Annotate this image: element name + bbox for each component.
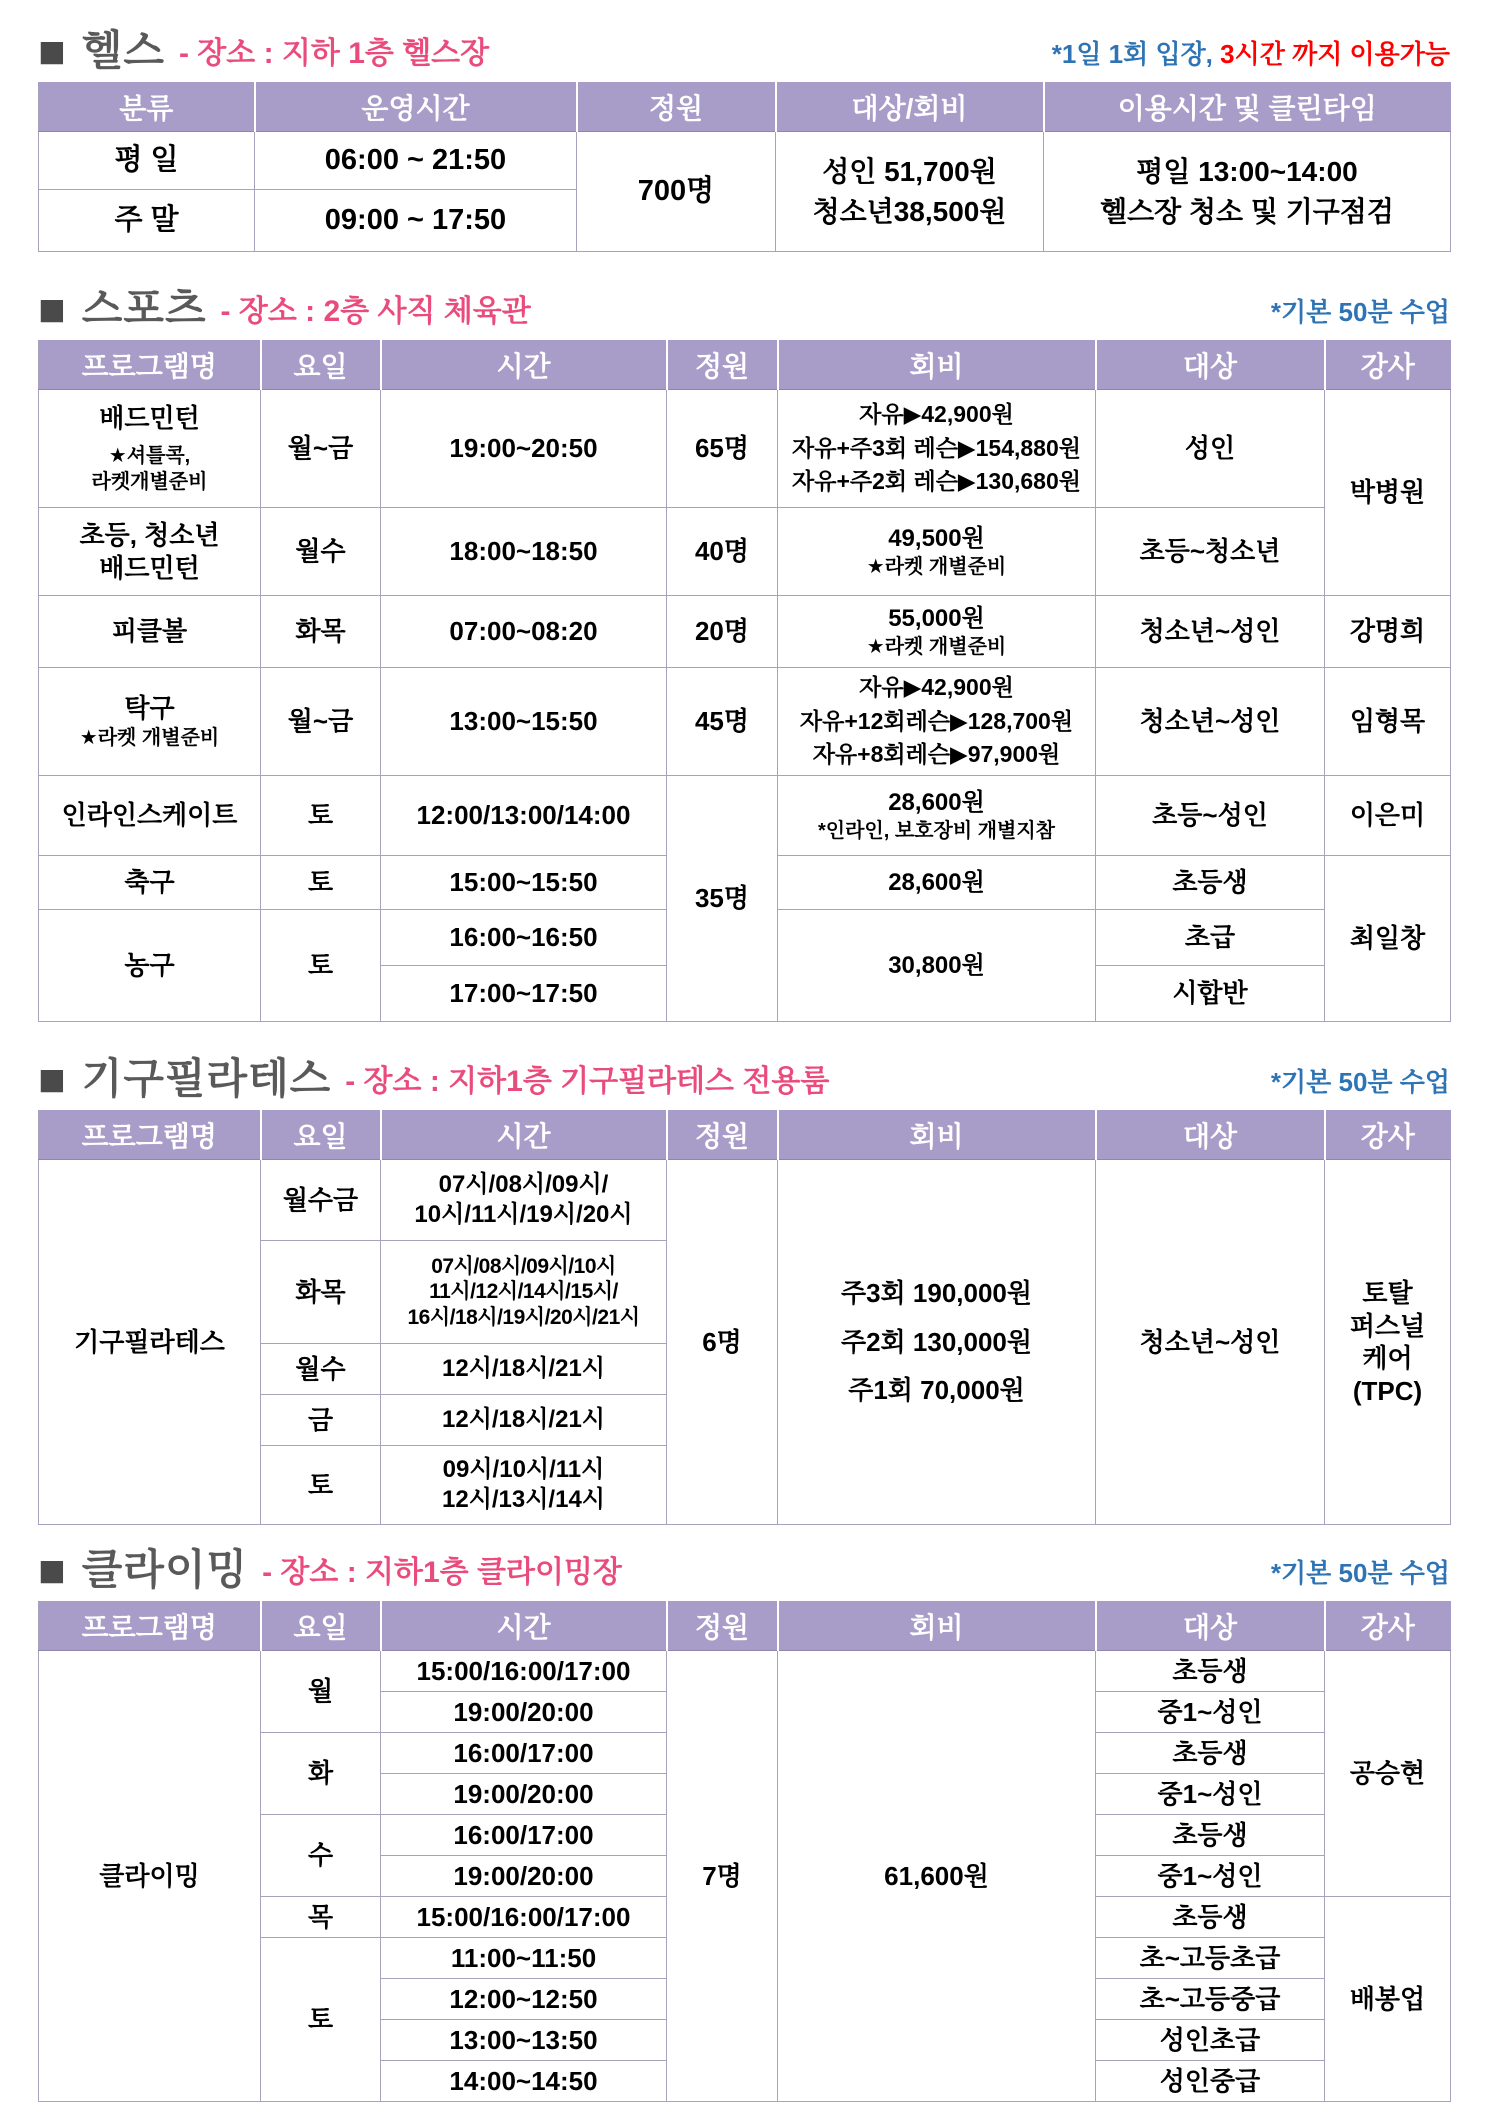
- time-line: 07시/08시/09시/10시: [431, 1254, 616, 1278]
- cell-time: [381, 1446, 667, 1525]
- row-pickleball: [39, 596, 1451, 668]
- col-header-fee: 회비: [778, 1602, 1096, 1651]
- cell-target: 초등생: [1096, 1651, 1325, 1692]
- section-climbing: [38, 1543, 1450, 2102]
- cell-day: 토: [261, 776, 381, 856]
- coach-line: 케어: [1362, 1343, 1413, 1373]
- fee-line: 28,600원: [888, 788, 985, 816]
- cell-capacity: 20명: [667, 596, 778, 668]
- section-sports-header: [38, 282, 1450, 335]
- cell-coach: 강명희: [1325, 596, 1451, 668]
- cell-target: 시합반: [1096, 966, 1325, 1022]
- col-header-time: 시간: [381, 341, 667, 390]
- section-bullet-icon: ■: [38, 1052, 66, 1105]
- cell-coach: 이은미: [1325, 776, 1451, 856]
- row-table-tennis: [39, 668, 1451, 776]
- cell-day: 토: [261, 910, 381, 1022]
- section-note: [1052, 41, 1450, 72]
- section-note: *기본 50분 수업: [1270, 297, 1450, 327]
- col-header-coach: 강사: [1325, 1111, 1451, 1160]
- pilates-table: [38, 1110, 1451, 1525]
- cell-day: 월~금: [261, 390, 381, 508]
- cell-time: 14:00~14:50: [381, 2061, 667, 2102]
- cell-fee: [778, 596, 1096, 668]
- col-header-fee: 회비: [778, 1111, 1096, 1160]
- health-header-row: [39, 83, 1451, 132]
- section-sports: [38, 282, 1450, 1022]
- fee-line: 55,000원: [888, 604, 985, 632]
- cell-day: 수: [261, 1815, 381, 1897]
- coach-line: 퍼스널: [1349, 1310, 1426, 1341]
- cell-day: 월~금: [261, 668, 381, 776]
- cell-fee: 28,600원: [778, 856, 1096, 910]
- cell-fee: [778, 508, 1096, 596]
- cell-cleantime: [1044, 132, 1451, 252]
- cell-program: [39, 508, 261, 596]
- cell-time: 16:00/17:00: [381, 1815, 667, 1856]
- cell-fee: 61,600원: [778, 1651, 1096, 2102]
- col-header-capacity: 정원: [577, 83, 776, 132]
- row-inline-skate: [39, 776, 1451, 856]
- cell-time: 12시/18시/21시: [381, 1395, 667, 1446]
- cell-day: 화목: [261, 596, 381, 668]
- coach-line: (TPC): [1352, 1375, 1423, 1406]
- col-header-capacity: 정원: [667, 1111, 778, 1160]
- col-header-target: 대상: [1096, 1111, 1325, 1160]
- cell-program: 피클볼: [39, 596, 261, 668]
- cell-program: 축구: [39, 856, 261, 910]
- fee-line: 주3회 190,000원: [840, 1278, 1032, 1309]
- section-health: [38, 24, 1450, 252]
- row-climbing: [39, 1651, 1451, 1692]
- col-header-day: 요일: [261, 341, 381, 390]
- cell-target: 초~고등초급: [1096, 1938, 1325, 1979]
- program-note: 라켓개별준비: [91, 470, 208, 493]
- col-header-day: 요일: [261, 1602, 381, 1651]
- cell-fee: [778, 390, 1096, 508]
- cell-time: 12시/18시/21시: [381, 1344, 667, 1395]
- cell-target: 초등생: [1096, 856, 1325, 910]
- cell-fee: [778, 776, 1096, 856]
- section-bullet-icon: ■: [38, 1543, 66, 1596]
- cell-program: 클라이밍: [39, 1651, 261, 2102]
- section-location: - 장소 : 지하 1층 헬스장: [178, 37, 490, 70]
- fee-note: *인라인, 보호장비 개별지참: [818, 820, 1055, 843]
- cell-time: 16:00~16:50: [381, 910, 667, 966]
- table-row: [39, 132, 1451, 190]
- col-header-category: 분류: [39, 83, 255, 132]
- fee-line: 주1회 70,000원: [848, 1375, 1025, 1406]
- col-header-coach: 강사: [1325, 341, 1451, 390]
- cell-day: 토: [261, 1938, 381, 2102]
- program-name: 배드민턴: [99, 552, 200, 583]
- time-line: 09시/10시/11시: [442, 1456, 605, 1483]
- cell-day: 월수: [261, 1344, 381, 1395]
- cell-time: 15:00~15:50: [381, 856, 667, 910]
- fee-line: 자유+8회레슨▶97,900원: [812, 741, 1061, 768]
- cleantime-line: 평일 13:00~14:00: [1136, 156, 1358, 188]
- row-pilates: [39, 1160, 1451, 1241]
- climbing-table: [38, 1601, 1451, 2102]
- time-line: 11시/12시/14시/15시/: [429, 1280, 618, 1304]
- sports-table: [38, 340, 1451, 1022]
- cell-time: 16:00/17:00: [381, 1733, 667, 1774]
- cell-weekday-label: 평 일: [39, 132, 255, 190]
- cell-target: 초등생: [1096, 1897, 1325, 1938]
- cell-day: 월수금: [261, 1160, 381, 1241]
- program-name: 초등, 청소년: [79, 520, 220, 550]
- fee-line: 자유+주3회 레슨▶154,880원: [792, 434, 1081, 461]
- section-bullet-icon: ■: [38, 24, 66, 77]
- fee-line: 성인 51,700원: [822, 156, 997, 188]
- note-entry-limit: *1일 1회 입장,: [1051, 39, 1213, 69]
- cell-day: 화: [261, 1733, 381, 1815]
- cell-target: 중1~성인: [1096, 1692, 1325, 1733]
- cell-target: 초등생: [1096, 1733, 1325, 1774]
- cell-target: 중1~성인: [1096, 1774, 1325, 1815]
- cell-target: 청소년~성인: [1096, 668, 1325, 776]
- col-header-fee: 회비: [778, 341, 1096, 390]
- section-pilates-header: [38, 1052, 1450, 1105]
- fee-line: 49,500원: [888, 524, 985, 552]
- section-title: 기구필라테스: [81, 1055, 332, 1102]
- cell-time: 19:00/20:00: [381, 1856, 667, 1897]
- cell-coach: 공승현: [1325, 1651, 1451, 1897]
- col-header-capacity: 정원: [667, 1602, 778, 1651]
- cell-coach: 박병원: [1325, 390, 1451, 596]
- col-header-capacity: 정원: [667, 341, 778, 390]
- cell-capacity: 45명: [667, 668, 778, 776]
- section-title: 스포츠: [81, 285, 207, 332]
- section-title: 헬스: [81, 27, 165, 74]
- section-note: *기본 50분 수업: [1270, 1558, 1450, 1588]
- cell-weekend-time: 09:00 ~ 17:50: [255, 190, 577, 252]
- col-header-hours: 운영시간: [255, 83, 577, 132]
- cell-program: 농구: [39, 910, 261, 1022]
- fee-line: 자유+주2회 레슨▶130,680원: [792, 468, 1081, 495]
- col-header-fee: 대상/회비: [776, 83, 1044, 132]
- fee-line: 자유+12회레슨▶128,700원: [799, 707, 1074, 734]
- cell-target: 중1~성인: [1096, 1856, 1325, 1897]
- section-health-header: [38, 24, 1450, 77]
- col-header-coach: 강사: [1325, 1602, 1451, 1651]
- cell-capacity: 7명: [667, 1651, 778, 2102]
- cell-capacity: 6명: [667, 1160, 778, 1525]
- cell-target: 청소년~성인: [1096, 1160, 1325, 1525]
- section-location: - 장소 : 2층 사직 체육관: [220, 295, 531, 328]
- cell-target: 초등생: [1096, 1815, 1325, 1856]
- col-header-time: 시간: [381, 1111, 667, 1160]
- cell-capacity: 700명: [577, 132, 776, 252]
- fee-line: 청소년38,500원: [812, 195, 1007, 227]
- cell-capacity: 65명: [667, 390, 778, 508]
- col-header-day: 요일: [261, 1111, 381, 1160]
- col-header-time: 시간: [381, 1602, 667, 1651]
- fee-note: ★라켓 개별준비: [866, 556, 1007, 579]
- cell-time: 15:00/16:00/17:00: [381, 1651, 667, 1692]
- cell-target: 성인: [1096, 390, 1325, 508]
- cell-capacity: 35명: [667, 776, 778, 1022]
- cell-time: 19:00~20:50: [381, 390, 667, 508]
- cell-program: [39, 668, 261, 776]
- program-name: 탁구: [124, 693, 175, 724]
- time-line: 12시/13시/14시: [442, 1486, 605, 1513]
- cell-coach: 배봉업: [1325, 1897, 1451, 2102]
- time-line: 16시/18시/19시/20시/21시: [407, 1305, 640, 1329]
- cell-weekend-label: 주 말: [39, 190, 255, 252]
- cell-time: 15:00/16:00/17:00: [381, 1897, 667, 1938]
- cell-coach: 임형목: [1325, 668, 1451, 776]
- fee-line: 자유▶42,900원: [859, 674, 1014, 701]
- cell-day: 월수: [261, 508, 381, 596]
- cell-target: 성인초급: [1096, 2020, 1325, 2061]
- col-header-target: 대상: [1096, 341, 1325, 390]
- cell-target: 초~고등중급: [1096, 1979, 1325, 2020]
- cell-target: 청소년~성인: [1096, 596, 1325, 668]
- cell-program: 인라인스케이트: [39, 776, 261, 856]
- cell-day: 토: [261, 1446, 381, 1525]
- section-location: - 장소 : 지하1층 기구필라테스 전용룸: [345, 1065, 830, 1098]
- cell-program: [39, 390, 261, 508]
- cell-target: 성인중급: [1096, 2061, 1325, 2102]
- fee-line: 주2회 130,000원: [840, 1326, 1032, 1357]
- cell-time: 12:00/13:00/14:00: [381, 776, 667, 856]
- col-header-target: 대상: [1096, 1602, 1325, 1651]
- cell-day: 월: [261, 1651, 381, 1733]
- cell-target: 초급: [1096, 910, 1325, 966]
- program-name: 배드민턴: [99, 403, 200, 434]
- cell-time: 12:00~12:50: [381, 1979, 667, 2020]
- cell-time: 13:00~15:50: [381, 668, 667, 776]
- cell-day: 목: [261, 1897, 381, 1938]
- program-note: ★셔틀콕,: [108, 444, 191, 467]
- col-header-program: 프로그램명: [39, 1111, 261, 1160]
- cell-day: 토: [261, 856, 381, 910]
- col-header-program: 프로그램명: [39, 341, 261, 390]
- section-title: 클라이밍: [81, 1546, 249, 1593]
- cell-time: [381, 1241, 667, 1344]
- cell-time: 11:00~11:50: [381, 1938, 667, 1979]
- time-line: 07시/08시/09시/: [438, 1171, 609, 1198]
- cleantime-line: 헬스장 청소 및 기구점검: [1100, 195, 1394, 227]
- health-table: [38, 82, 1451, 252]
- cell-program: 기구필라테스: [39, 1160, 261, 1525]
- cell-coach: 최일창: [1325, 856, 1451, 1022]
- section-pilates: [38, 1052, 1450, 1525]
- coach-line: 토탈: [1362, 1278, 1413, 1308]
- cell-fee: 30,800원: [778, 910, 1096, 1022]
- cell-time: 07:00~08:20: [381, 596, 667, 668]
- col-header-program: 프로그램명: [39, 1602, 261, 1651]
- pilates-header-row: [39, 1111, 1451, 1160]
- col-header-cleantime: 이용시간 및 클린타임: [1044, 83, 1451, 132]
- section-climbing-header: [38, 1543, 1450, 1596]
- cell-fee: [778, 668, 1096, 776]
- cell-fee: [776, 132, 1044, 252]
- cell-time: 17:00~17:50: [381, 966, 667, 1022]
- row-badminton: [39, 390, 1451, 508]
- section-location: - 장소 : 지하1층 클라이밍장: [262, 1556, 622, 1589]
- time-line: 10시/11시/19시/20시: [414, 1201, 633, 1228]
- cell-capacity: 40명: [667, 508, 778, 596]
- cell-time: 19:00/20:00: [381, 1692, 667, 1733]
- cell-time: 18:00~18:50: [381, 508, 667, 596]
- climbing-header-row: [39, 1602, 1451, 1651]
- cell-weekday-time: 06:00 ~ 21:50: [255, 132, 577, 190]
- cell-coach: [1325, 1160, 1451, 1525]
- cell-time: 19:00/20:00: [381, 1774, 667, 1815]
- section-note: *기본 50분 수업: [1270, 1067, 1450, 1097]
- fee-line: 자유▶42,900원: [859, 401, 1014, 428]
- cell-day: 화목: [261, 1241, 381, 1344]
- section-bullet-icon: ■: [38, 282, 66, 335]
- sports-header-row: [39, 341, 1451, 390]
- fee-note: ★라켓 개별준비: [866, 636, 1007, 659]
- cell-time: [381, 1160, 667, 1241]
- cell-fee: [778, 1160, 1096, 1525]
- program-note: ★라켓 개별준비: [79, 726, 220, 749]
- note-time-limit: 3시간 까지 이용가능: [1220, 39, 1450, 69]
- cell-day: 금: [261, 1395, 381, 1446]
- cell-target: 초등~청소년: [1096, 508, 1325, 596]
- row-junior-badminton: [39, 508, 1451, 596]
- cell-time: 13:00~13:50: [381, 2020, 667, 2061]
- cell-target: 초등~성인: [1096, 776, 1325, 856]
